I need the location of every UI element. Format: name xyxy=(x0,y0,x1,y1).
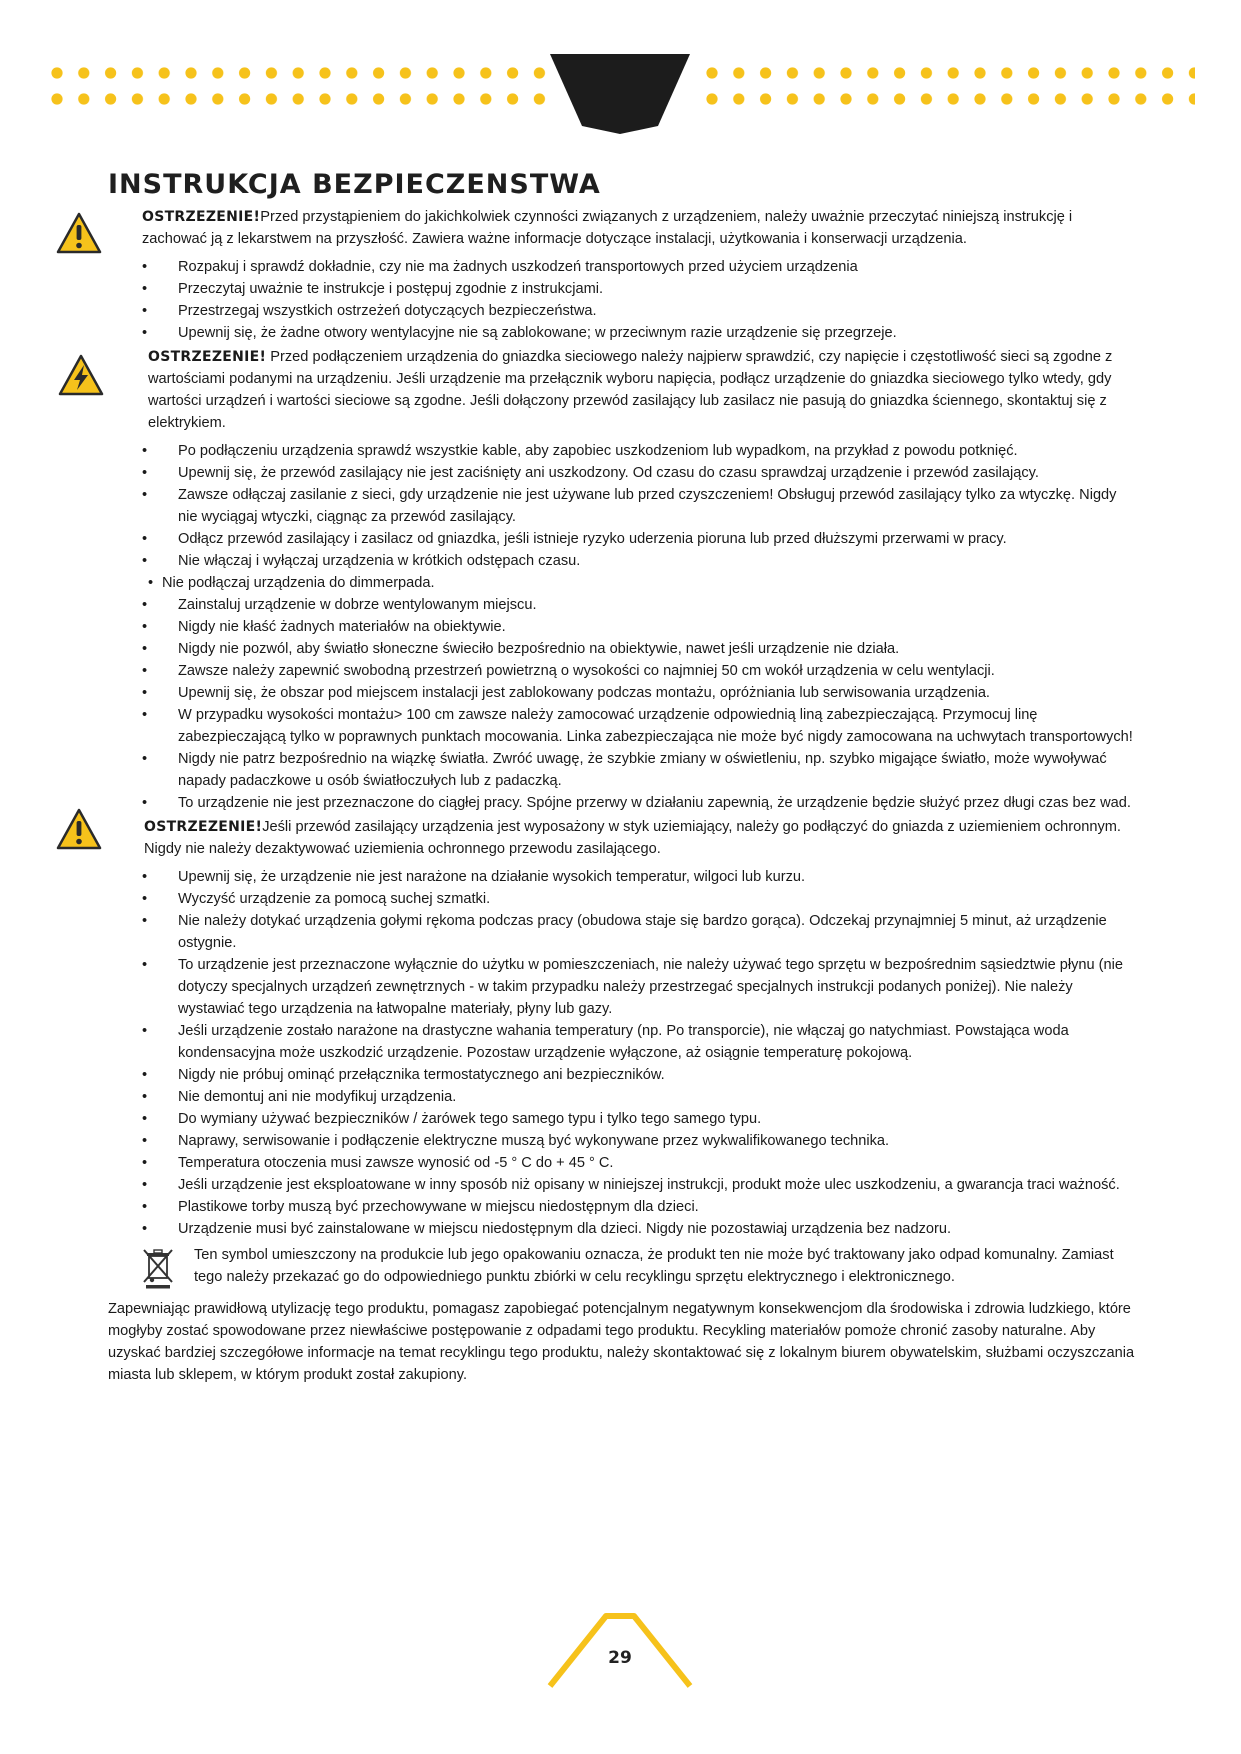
page-number: 29 xyxy=(608,1648,632,1668)
crossed-bin-icon xyxy=(140,1246,176,1290)
weee-notice xyxy=(108,1244,1138,1288)
warning-1-label: OSTRZEZENIE! xyxy=(142,209,261,225)
list-item: • Do wymiany używać bezpieczników / żarówek tego samego typu i tylko tego samego typu. xyxy=(108,1108,1138,1130)
list-item: • Nie należy dotykać urządzenia gołymi rękoma podczas pracy (obudowa staje się bardzo gorąca). Odczekaj przynajmniej 5 minut, aż urządzenie ostygnie. xyxy=(108,910,1138,954)
warning-triangle-icon xyxy=(56,808,102,850)
warning-1 xyxy=(108,206,1138,250)
list-item: • Nigdy nie patrz bezpośrednio na wiązkę światła. Zwróć uwagę, że szybkie zmiany w oświetleniu, np. szybko migające światło, może wywoływać napady padaczkowe u osób światłoczułych lub z padaczką. xyxy=(108,748,1138,792)
list-item: • Rozpakuj i sprawdź dokładnie, czy nie ma żadnych uszkodzeń transportowych przed użyciem urządzenia xyxy=(108,256,1138,278)
list-item: • Nigdy nie próbuj ominąć przełącznika termostatycznego ani bezpieczników. xyxy=(108,1064,1138,1086)
list-item: • Upewnij się, że żadne otwory wentylacyjne nie są zablokowane; w przeciwnym razie urządzenie się przegrzeje. xyxy=(108,322,1138,344)
list-item: • Upewnij się, że urządzenie nie jest narażone na działanie wysokich temperatur, wilgoci lub kurzu. xyxy=(108,866,1138,888)
warning-2-label: OSTRZEZENIE! xyxy=(148,349,267,365)
warning-2-bullets xyxy=(108,440,1138,814)
warning-3-bullets xyxy=(108,866,1138,1240)
list-item: • Nigdy nie pozwól, aby światło słoneczne świeciło bezpośrednio na obiektywie, nawet jeśli urządzenie nie działa. xyxy=(108,638,1138,660)
list-item: • Upewnij się, że przewód zasilający nie jest zaciśnięty ani uszkodzony. Od czasu do czasu sprawdzaj urządzenie i przewód zasilający. xyxy=(108,462,1138,484)
list-item: • W przypadku wysokości montażu> 100 cm zawsze należy zamocować urządzenie odpowiednią liną zabezpieczającą. Przymocuj linę zabezpieczającą tylko w poprawnych punktach mocowania. Linka zabezpieczająca nie może być nigdy zamocowana na uchwytach transportowych! xyxy=(108,704,1138,748)
list-item: • Plastikowe torby muszą być przechowywane w miejscu niedostępnym dla dzieci. xyxy=(108,1196,1138,1218)
list-item: • To urządzenie jest przeznaczone wyłącznie do użytku w pomieszczeniach, nie należy używać tego sprzętu w bezpośrednim sąsiedztwie płynu (nie dotyczy specjalnych urządzeń zewnętrznych - w takim przypadku należy przestrzegać specjalnych instrukcji podanych poniżej). Nie należy wystawiać tego urządzenia na łatwopalne materiały, płyny lub gazy. xyxy=(108,954,1138,1020)
warning-3-text: Jeśli przewód zasilający urządzenia jest wyposażony w styk uziemiający, należy go podłączyć do gniazda z uziemieniem ochronnym. Nigdy nie należy dezaktywować uziemienia ochronnego przewodu zasilającego. xyxy=(144,819,1121,857)
list-item: • Odłącz przewód zasilający i zasilacz od gniazdka, jeśli istnieje ryzyko uderzenia pioruna lub przed dłuższymi przerwami w pracy. xyxy=(108,528,1138,550)
safety-instructions xyxy=(108,168,1138,1386)
header-dots-left xyxy=(50,66,550,108)
list-item: • Wyczyść urządzenie za pomocą suchej szmatki. xyxy=(108,888,1138,910)
warning-1-bullets xyxy=(108,256,1138,344)
list-item: • Urządzenie musi być zainstalowane w miejscu niedostępnym dla dzieci. Nigdy nie pozostawiaj urządzenia bez nadzoru. xyxy=(108,1218,1138,1240)
list-item: • Naprawy, serwisowanie i podłączenie elektryczne muszą być wykonywane przez wykwalifikowanego technika. xyxy=(108,1130,1138,1152)
weee-text: Ten symbol umieszczony na produkcie lub jego opakowaniu oznacza, że produkt ten nie może być traktowany jako odpad komunalny. Zamiast tego należy przekazać go do odpowiedniego punktu zbiórki w celu recyklingu sprzętu elektrycznego i elektronicznego. xyxy=(194,1247,1114,1285)
list-item: • Zawsze należy zapewnić swobodną przestrzeń powietrzną o wysokości co najmniej 50 cm wokół urządzenia w celu wentylacji. xyxy=(108,660,1138,682)
warning-1-text: Przed przystąpieniem do jakichkolwiek czynności związanych z urządzeniem, należy uważnie przeczytać niniejszą instrukcję i zachować ją z lekarstwem na przyszłość. Zawiera ważne informacje dotyczące instalacji, użytkowania i konserwacji urządzenia. xyxy=(142,209,1073,247)
list-item: • Jeśli urządzenie jest eksploatowane w inny sposób niż opisany w niniejszej instrukcji, produkt może ulec uszkodzeniu, a gwarancja traci ważność. xyxy=(108,1174,1138,1196)
list-item: • Przeczytaj uważnie te instrukcje i postępuj zgodnie z instrukcjami. xyxy=(108,278,1138,300)
list-item: • Nie włączaj i wyłączaj urządzenia w krótkich odstępach czasu. xyxy=(108,550,1138,572)
header-dots-right xyxy=(705,66,1195,108)
electric-hazard-icon xyxy=(58,354,104,396)
list-item: • Nie demontuj ani nie modyfikuj urządzenia. xyxy=(108,1086,1138,1108)
warning-2-text: Przed podłączeniem urządzenia do gniazdka sieciowego należy najpierw sprawdzić, czy napięcie i częstotliwość sieci są zgodne z wartościami podanymi na urządzeniu. Jeśli urządzenie ma przełącznik wyboru napięcia, podłącz urządzenie do gniazdka sieciowego tylko wtedy, gdy wartości urządzeń i wartości sieciowe są zgodne. Jeśli dołączony przewód zasilający lub zasilacz nie pasują do gniazdka ściennego, skontaktuj się z elektrykiem. xyxy=(148,349,1113,431)
page-title: INSTRUKCJA BEZPIECZENSTWA xyxy=(108,169,601,200)
warning-3 xyxy=(108,816,1138,860)
list-item: • Zawsze odłączaj zasilanie z sieci, gdy urządzenie nie jest używane lub przed czyszczeniem! Obsługuj przewód zasilający tylko za wtyczkę. Nigdy nie wyciągaj wtyczki, ciągnąc za przewód zasilający. xyxy=(108,484,1138,528)
header-triangle xyxy=(550,54,690,134)
list-item: • Po podłączeniu urządzenia sprawdź wszystkie kable, aby zapobiec uszkodzeniom lub wypadkom, na przykład z powodu potknięć. xyxy=(108,440,1138,462)
list-item: • Upewnij się, że obszar pod miejscem instalacji jest zablokowany podczas montażu, opróżniania lub serwisowania urządzenia. xyxy=(108,682,1138,704)
list-item: • Jeśli urządzenie zostało narażone na drastyczne wahania temperatury (np. Po transporcie), nie włączaj go natychmiast. Powstająca woda kondensacyjna może uszkodzić urządzenie. Pozostaw urządzenie wyłączone, aż osiągnie temperaturę pokojową. xyxy=(108,1020,1138,1064)
list-item: • Temperatura otoczenia musi zawsze wynosić od -5 ° C do + 45 ° C. xyxy=(108,1152,1138,1174)
list-item: • Nie podłączaj urządzenia do dimmerpada. xyxy=(108,572,1138,594)
list-item: • Przestrzegaj wszystkich ostrzeżeń dotyczących bezpieczeństwa. xyxy=(108,300,1138,322)
list-item: • To urządzenie nie jest przeznaczone do ciągłej pracy. Spójne przerwy w działaniu zapewnią, że urządzenie będzie służyć przez długi czas bez wad. xyxy=(108,792,1138,814)
warning-3-label: OSTRZEZENIE! xyxy=(144,819,263,835)
warning-2 xyxy=(108,346,1138,434)
disposal-paragraph: Zapewniając prawidłową utylizację tego produktu, pomagasz zapobiegać potencjalnym negatywnym konsekwencjom dla środowiska i zdrowia ludzkiego, które mogłyby zostać spowodowane przez niewłaściwe postępowanie z odpadami tego produktu. Recykling materiałów pomoże chronić zasoby naturalne. Aby uzyskać bardziej szczegółowe informacje na temat recyklingu tego produktu, należy skontaktować się z lokalnym biurem obywatelskim, służbami oczyszczania miasta lub sklepem, w którym produkt został zakupiony. xyxy=(108,1301,1135,1383)
list-item: • Zainstaluj urządzenie w dobrze wentylowanym miejscu. xyxy=(108,594,1138,616)
warning-triangle-icon xyxy=(56,212,102,254)
list-item: • Nigdy nie kłaść żadnych materiałów na obiektywie. xyxy=(108,616,1138,638)
